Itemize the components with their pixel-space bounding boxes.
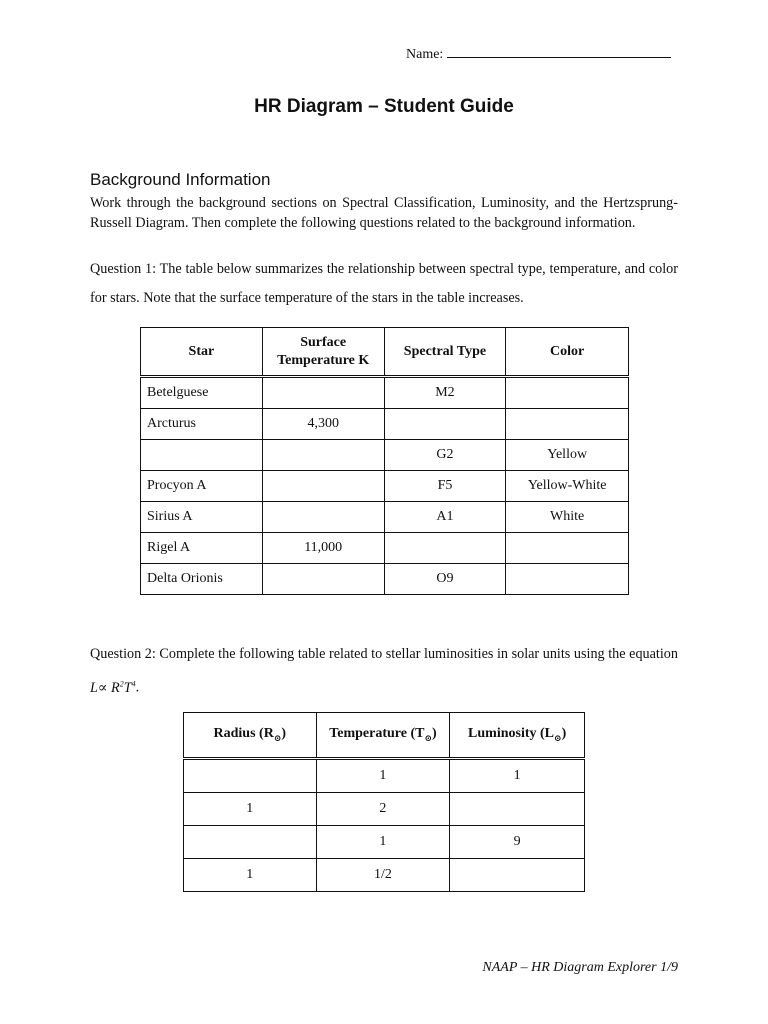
table-cell[interactable] <box>450 793 585 826</box>
table-cell[interactable]: Arcturus <box>141 409 263 440</box>
section-heading-background: Background Information <box>90 170 271 189</box>
table-row <box>141 471 629 502</box>
background-intro-paragraph: Work through the background sections on Spectral Classification, Luminosity, and the Hertzsprung-Russell Diagram. Then complete the following questions related to the background information. <box>90 195 678 231</box>
eq-l: L <box>90 679 98 696</box>
table-cell[interactable]: Procyon A <box>141 471 263 502</box>
name-blank-line[interactable] <box>447 45 671 58</box>
table-row <box>184 759 585 793</box>
table-row <box>184 859 585 892</box>
header-surface-temperature: Surface Temperature K <box>262 328 384 377</box>
table-cell[interactable] <box>141 440 263 471</box>
table-row <box>141 533 629 564</box>
sun-symbol: ⊙ <box>554 732 562 743</box>
eq-proportional-symbol: ∝ <box>97 679 108 696</box>
sun-symbol: ⊙ <box>273 732 282 743</box>
table-cell[interactable] <box>384 409 506 440</box>
star-properties-table <box>140 327 629 595</box>
table-row <box>141 409 629 440</box>
table-cell[interactable] <box>506 377 629 409</box>
eq-r-exponent: 2 <box>119 679 124 688</box>
table-header-row <box>141 328 629 377</box>
table-cell[interactable] <box>384 533 506 564</box>
table-cell[interactable]: 11,000 <box>262 533 384 564</box>
table-cell[interactable]: 2 <box>316 793 450 826</box>
name-label: Name: <box>406 47 444 62</box>
eq-period: . <box>135 679 140 696</box>
table-cell[interactable]: 4,300 <box>262 409 384 440</box>
table-cell[interactable] <box>262 440 384 471</box>
question-1-text: Question 1: The table below summarizes the relationship between spectral type, temperature, and color for stars. Note that the surface temperature of the stars in the table increases. <box>90 261 678 306</box>
table-cell[interactable] <box>506 564 629 595</box>
header-paren: ) <box>281 726 287 742</box>
table-cell[interactable]: 1 <box>184 793 317 826</box>
header-luminosity-label: Luminosity (L <box>468 726 555 742</box>
page-title: HR Diagram – Student Guide <box>254 96 514 117</box>
table-cell[interactable] <box>184 826 317 859</box>
table-cell[interactable]: G2 <box>384 440 506 471</box>
table-row <box>141 564 629 595</box>
table-cell[interactable]: 1 <box>316 826 450 859</box>
table-cell[interactable] <box>184 759 317 793</box>
header-temperature-label: Temperature (T <box>329 726 425 742</box>
sun-symbol: ⊙ <box>424 732 432 743</box>
table-row <box>141 377 629 409</box>
eq-t: T <box>123 679 132 696</box>
question-2-label: Question 2: Complete the following table related to stellar luminosities in solar units using the equation <box>90 646 678 662</box>
luminosity-table <box>183 712 585 892</box>
table-row <box>141 440 629 471</box>
luminosity-equation <box>90 680 136 696</box>
header-spectral-type: Spectral Type <box>384 328 506 377</box>
table-cell[interactable] <box>262 471 384 502</box>
header-paren: ) <box>432 726 437 742</box>
table-row <box>184 793 585 826</box>
table-cell[interactable] <box>262 502 384 533</box>
table-cell[interactable]: 1 <box>184 859 317 892</box>
eq-t-exponent: 4 <box>131 679 136 688</box>
name-field <box>406 45 671 63</box>
table-cell[interactable]: M2 <box>384 377 506 409</box>
table-row <box>141 502 629 533</box>
table-row <box>184 826 585 859</box>
header-radius <box>184 713 317 759</box>
table-cell[interactable]: F5 <box>384 471 506 502</box>
table-cell[interactable]: O9 <box>384 564 506 595</box>
header-paren: ) <box>561 726 567 742</box>
table-cell[interactable]: 1/2 <box>316 859 450 892</box>
table-cell[interactable]: A1 <box>384 502 506 533</box>
table-cell[interactable]: Rigel A <box>141 533 263 564</box>
header-luminosity <box>450 713 585 759</box>
table-header-row <box>184 713 585 759</box>
table-cell[interactable]: White <box>506 502 629 533</box>
question-2-text <box>90 640 678 703</box>
table-cell[interactable]: 1 <box>450 759 585 793</box>
table-cell[interactable] <box>262 564 384 595</box>
header-radius-label: Radius (R <box>213 726 274 742</box>
table-cell[interactable]: Sirius A <box>141 502 263 533</box>
header-star: Star <box>141 328 263 377</box>
table-cell[interactable]: 1 <box>316 759 450 793</box>
table-cell[interactable] <box>506 409 629 440</box>
eq-r: R <box>111 679 120 696</box>
table-cell[interactable]: Delta Orionis <box>141 564 263 595</box>
table-cell[interactable] <box>450 859 585 892</box>
table-cell[interactable]: Betelguese <box>141 377 263 409</box>
table-cell[interactable]: 9 <box>450 826 585 859</box>
page-footer: NAAP – HR Diagram Explorer 1/9 <box>482 960 678 975</box>
header-color: Color <box>506 328 629 377</box>
table-cell[interactable] <box>262 377 384 409</box>
table-cell[interactable]: Yellow-White <box>506 471 629 502</box>
header-temperature <box>316 713 450 759</box>
table-cell[interactable]: Yellow <box>506 440 629 471</box>
table-cell[interactable] <box>506 533 629 564</box>
